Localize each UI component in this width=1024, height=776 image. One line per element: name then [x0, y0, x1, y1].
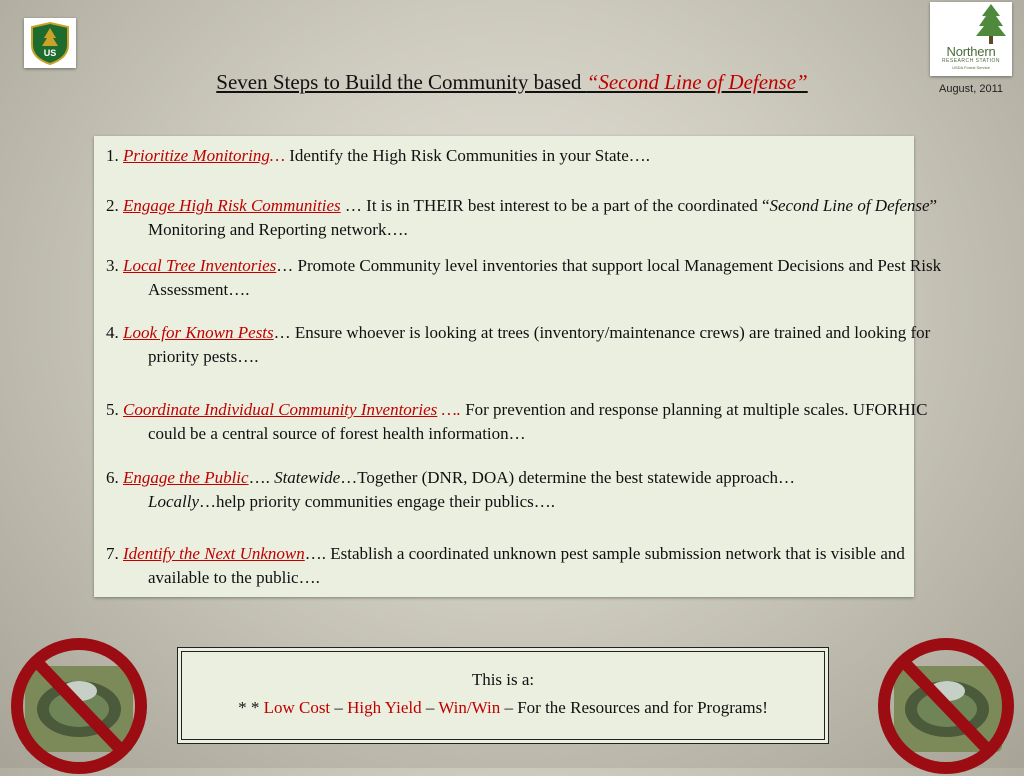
step-text-2: ” Monitoring and Reporting network….: [148, 196, 938, 239]
step-dots: …: [269, 146, 285, 165]
summary-box-inner-border: [181, 651, 825, 740]
step-number: 3.: [106, 256, 123, 275]
summary-line-2: [178, 698, 828, 718]
step-1: [106, 144, 948, 168]
step-text: …. Establish a coordinated unknown pest sample submission network that is visible and available to the public….: [148, 544, 905, 587]
step-link-identify-next-unknown[interactable]: Identify the Next Unknown: [123, 544, 305, 563]
step-link-engage-high-risk-communities[interactable]: Engage High Risk Communities: [123, 196, 341, 215]
summary-sep-2: –: [421, 698, 439, 717]
tree-icon: [930, 2, 1012, 46]
logo-right-tiny: USDA Forest Service: [952, 65, 990, 70]
step-text: … Promote Community level inventories that support local Management Decisions and Pest Risk Assessment….: [148, 256, 942, 299]
step-number: 4.: [106, 323, 123, 342]
step-3: [106, 254, 948, 302]
step-text: … Ensure whoever is looking at trees (inventory/maintenance crews) are trained and looking for priority pests….: [148, 323, 931, 366]
step-number: 7.: [106, 544, 123, 563]
step-text: For prevention and response planning at multiple scales. UFORHIC could be a central source of forest health information…: [148, 400, 928, 443]
no-pest-icon: [0, 636, 160, 776]
title-prefix: Seven Steps to Build the Community based: [216, 70, 587, 94]
summary-suffix: – For the Resources and for Programs!: [500, 698, 768, 717]
date-label: August, 2011: [938, 83, 1003, 95]
logo-left-text: US: [43, 48, 57, 58]
summary-prefix: * *: [238, 698, 264, 717]
step-text: Identify the High Risk Communities in your State….: [285, 146, 651, 165]
step-link-look-for-known-pests[interactable]: Look for Known Pests: [123, 323, 274, 342]
summary-win-win: Win/Win: [438, 698, 501, 717]
summary-line-1: This is a:: [471, 670, 535, 689]
logo-right-name: Northern: [946, 44, 996, 59]
step-7: [106, 542, 948, 590]
step-number: 5.: [106, 400, 123, 419]
summary-sep-1: –: [330, 698, 348, 717]
usfs-shield-logo: [24, 18, 76, 68]
northern-research-station-logo: [930, 2, 1012, 76]
summary-low-cost: Low Cost: [263, 698, 331, 717]
step-text-3: …help priority communities engage their publics….: [199, 492, 555, 511]
no-pest-icon: [864, 636, 1024, 776]
page-title: [0, 70, 1024, 95]
step-text: ….: [248, 468, 275, 487]
step-link-coordinate-inventories[interactable]: Coordinate Individual Community Inventories: [123, 400, 438, 419]
step-number: 1.: [106, 146, 123, 165]
logo-right-sub: RESEARCH STATION: [941, 58, 1001, 64]
step-5: [106, 398, 948, 446]
step-italic: Statewide: [274, 468, 341, 487]
step-number: 6.: [106, 468, 123, 487]
step-italic: Second Line of Defense: [769, 196, 930, 215]
step-4: [106, 321, 948, 369]
step-6: [106, 466, 948, 514]
summary-high-yield: High Yield: [347, 698, 422, 717]
shield-icon: [26, 20, 74, 66]
step-number: 2.: [106, 196, 123, 215]
step-2: [106, 194, 948, 242]
step-link-prioritize-monitoring[interactable]: Prioritize Monitoring: [123, 146, 270, 165]
step-link-engage-the-public[interactable]: Engage the Public: [123, 468, 249, 487]
title-emphasis: “Second Line of Defense”: [586, 70, 808, 94]
step-text: … It is in THEIR best interest to be a part of the coordinated “: [340, 196, 770, 215]
step-link-local-tree-inventories[interactable]: Local Tree Inventories: [123, 256, 277, 275]
step-text-2: …Together (DNR, DOA) determine the best statewide approach…: [340, 468, 796, 487]
summary-box: [177, 647, 829, 744]
step-italic-2: Locally: [148, 492, 199, 511]
step-dots: ….: [437, 400, 461, 419]
steps-panel: [94, 136, 942, 597]
